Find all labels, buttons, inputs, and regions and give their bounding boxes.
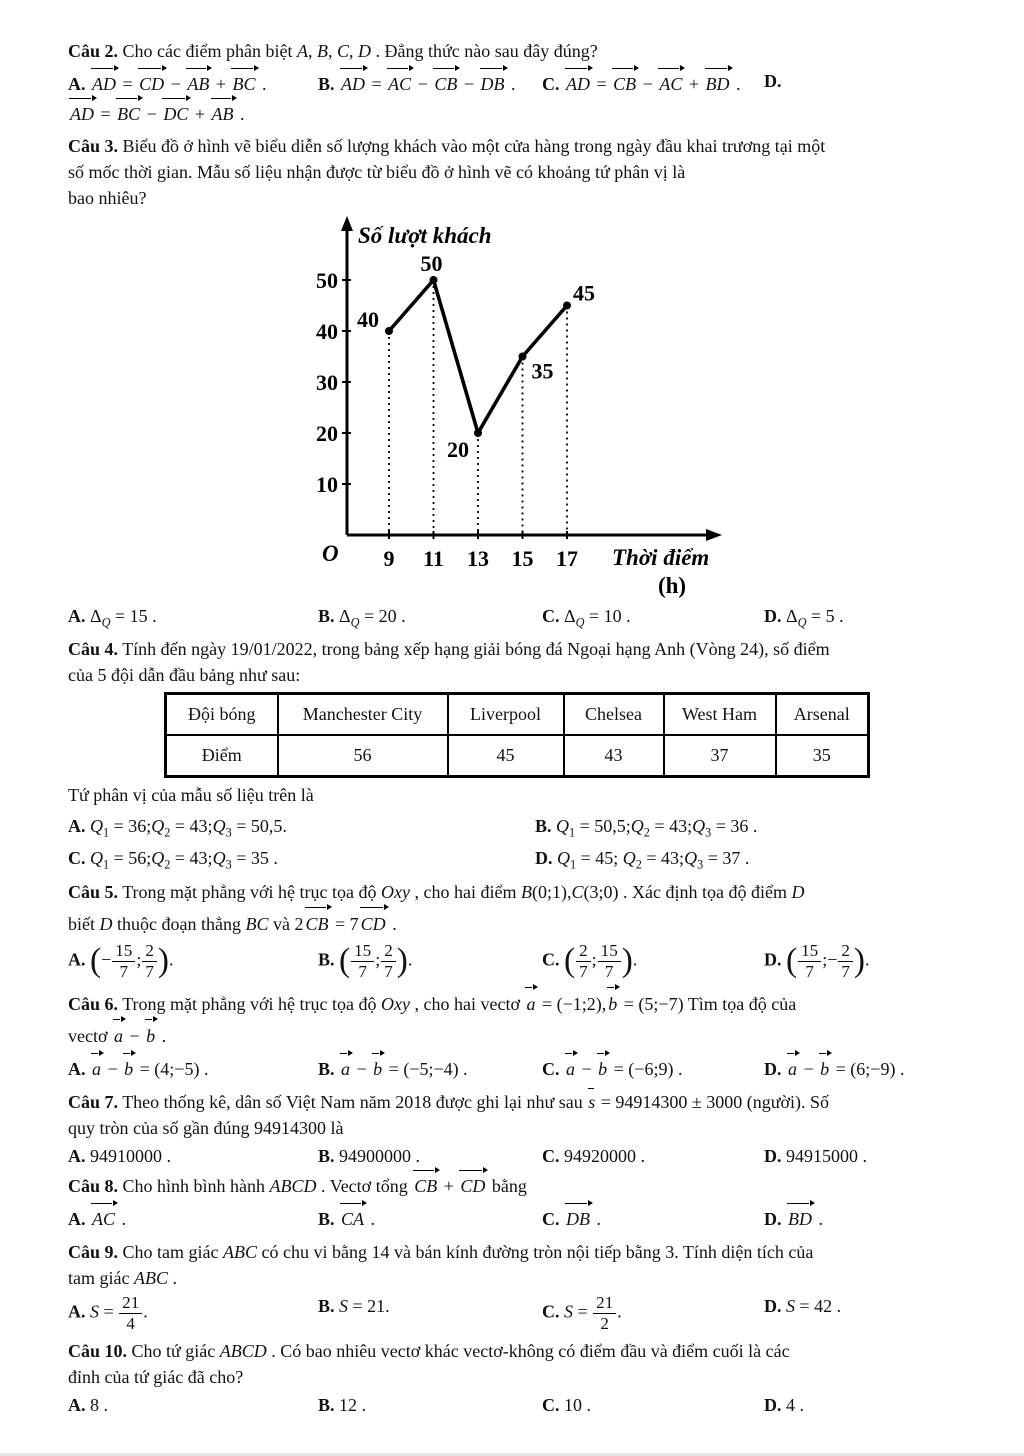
- svg-text:11: 11: [423, 546, 444, 571]
- q10-option-b: B. 12 .: [318, 1394, 367, 1415]
- q6-option-a: A. a − b = (4;−5) .: [68, 1053, 318, 1083]
- q3-stem-line-1: Câu 3. Biểu đồ ở hình vẽ biểu diễn số lượng khách vào một cửa hàng trong ngày đầu khai trương tại một: [68, 136, 826, 156]
- q4-options-row-2: [68, 844, 962, 872]
- standings-cell: 45: [448, 735, 564, 777]
- q10-stem: [68, 1338, 962, 1390]
- svg-text:Thời điểm: Thời điểm: [612, 545, 710, 570]
- q5-option-b: B. ( $\frac{15}{7}$ ; $\frac{2}{7}$ ).: [318, 941, 413, 981]
- standings-cell: Liverpool: [448, 694, 564, 736]
- svg-text:20: 20: [316, 421, 338, 446]
- q2-option-c: C. AD = CB − AC + BD .: [542, 68, 764, 98]
- q8-option-c: C. DB .: [542, 1203, 764, 1233]
- q3-option-a: A. $\Delta_Q = 15$ .: [68, 606, 157, 630]
- svg-text:10: 10: [316, 472, 338, 497]
- standings-header-row: [166, 694, 869, 736]
- standings-cell: 35: [776, 735, 869, 777]
- svg-text:40: 40: [316, 319, 338, 344]
- q10-stem-line-1: Câu 10. Cho tứ giác ABCD . Có bao nhiêu vectơ khác vectơ-không có điểm đầu và điểm cuối là các: [68, 1340, 790, 1361]
- svg-text:15: 15: [511, 546, 534, 571]
- q6-options: [68, 1053, 962, 1083]
- q9-stem: [68, 1239, 962, 1291]
- svg-text:13: 13: [467, 546, 489, 571]
- svg-text:50: 50: [420, 251, 443, 276]
- customer-line-chart: [302, 213, 734, 599]
- q3-option-c: C. $\Delta_Q = 10$ .: [542, 606, 631, 630]
- q10-option-d: D. 4 .: [764, 1394, 804, 1415]
- q5-stem: [68, 878, 962, 939]
- q10-option-a: A. 8 .: [68, 1394, 108, 1415]
- q4-stem-line-2: của 5 đội dẫn đầu bảng như sau:: [68, 665, 301, 685]
- q3-stem-line-3: bao nhiêu?: [68, 188, 147, 208]
- q2-stem: Câu 2. Cho các điểm phân biệt A, B, C, D . Đẳng thức nào sau đây đúng?: [68, 41, 598, 61]
- q4-after-table: Tứ phân vị của mẫu số liệu trên là: [68, 785, 314, 805]
- q4-option-d: D. $Q_1 = 45$; $Q_2$ = $43;Q_3 = 37$ .: [535, 848, 750, 872]
- q5-stem-line-2: biết D thuộc đoạn thẳng BC và 2 CB = 7 CD .: [68, 907, 962, 939]
- q4-options-row-1: [68, 812, 962, 840]
- q9-option-d: D. S = 42 .: [764, 1296, 842, 1317]
- q2-options: [68, 68, 962, 98]
- svg-text:O: O: [322, 541, 339, 566]
- q7-option-b: B. 94900000 .: [318, 1146, 421, 1167]
- svg-text:Số lượt khách: Số lượt khách: [358, 223, 492, 248]
- svg-text:(h): (h): [657, 573, 687, 598]
- q6-stem: [68, 987, 962, 1051]
- q4-stem-line-1: Câu 4. Tính đến ngày 19/01/2022, trong bảng xếp hạng giải bóng đá Ngoại hạng Anh (Vòng 24), số điểm: [68, 639, 830, 659]
- q2-option-a: A. AD = CD − AB + BC .: [68, 68, 318, 98]
- q9-stem-line-1: Câu 9. Cho tam giác ABC có chu vi bằng 14 và bán kính đường tròn nội tiếp bằng 3. Tính diện tích của: [68, 1242, 814, 1263]
- standings-cell: West Ham: [664, 694, 776, 736]
- svg-text:40: 40: [357, 307, 379, 332]
- q7-option-d: D. 94915000 .: [764, 1146, 867, 1167]
- standings-cell: 56: [278, 735, 448, 777]
- svg-text:9: 9: [383, 546, 395, 571]
- q3-option-d: D. $\Delta_Q = 5$ .: [764, 606, 844, 630]
- q2-option-d-label: D.: [764, 71, 782, 91]
- q5-option-d: D. ( $\frac{15}{7}$ ;− $\frac{2}{7}$ ).: [764, 941, 870, 981]
- q4-stem: [68, 636, 962, 688]
- svg-text:45: 45: [573, 280, 595, 306]
- standings-cell: Manchester City: [278, 694, 448, 736]
- q4-option-a: A. $Q_1$ = $36;Q_2$ = $43;Q_3 = 50,5$.: [68, 816, 287, 840]
- standings-cell: Điểm: [166, 735, 278, 777]
- q10-option-c: C. 10 .: [542, 1394, 591, 1415]
- standings-cell: Chelsea: [564, 694, 664, 736]
- svg-text:30: 30: [316, 370, 338, 395]
- q6-stem-line-2: vectơ a − b .: [68, 1019, 962, 1051]
- q7-options: [68, 1143, 962, 1170]
- q6-option-d: D. a − b = (6;−9) .: [764, 1053, 962, 1083]
- q8-option-d: D. BD .: [764, 1203, 962, 1233]
- q3-stem: [68, 133, 962, 211]
- q2-option-b: B. AD = AC − CB − DB .: [318, 68, 542, 98]
- q7-stem-line-2: quy tròn của số gần đúng 94914300 là: [68, 1118, 344, 1139]
- q8-options: [68, 1203, 962, 1233]
- q3-option-b: B. $\Delta_Q = 20$ .: [318, 606, 406, 630]
- q8-stem: Câu 8. Cho hình bình hành ABCD . Vectơ tổng CB + CD bằng: [68, 1170, 962, 1199]
- q6-option-b: B. a − b = (−5;−4) .: [318, 1053, 542, 1083]
- q10-options: [68, 1392, 962, 1419]
- q9-option-b: B. S = 21.: [318, 1296, 390, 1317]
- standings-table: [164, 692, 870, 778]
- q9-stem-line-2: tam giác ABC .: [68, 1268, 177, 1289]
- q9-options: [68, 1293, 962, 1333]
- svg-text:17: 17: [556, 546, 578, 571]
- q4-option-c: C. $Q_1$ = $56;Q_2$ = $43;Q_3 = 35$ .: [68, 848, 278, 872]
- q8-option-b: B. CA .: [318, 1203, 542, 1233]
- q5-option-a: A. (− $\frac{15}{7}$ ; $\frac{2}{7}$ ).: [68, 941, 174, 981]
- standings-cell: Đội bóng: [166, 694, 278, 736]
- q3-stem-line-2: số mốc thời gian. Mẫu số liệu nhận được từ biểu đồ ở hình vẽ có khoảng tứ phân vị là: [68, 162, 686, 182]
- q10-stem-line-2: đỉnh của tứ giác đã cho?: [68, 1366, 244, 1387]
- q7-stem: [68, 1089, 962, 1141]
- q5-option-c: C. ( $\frac{2}{7}$ ; $\frac{15}{7}$ ).: [542, 941, 638, 981]
- q3-options: [68, 603, 962, 630]
- svg-text:50: 50: [316, 268, 338, 293]
- q6-stem-line-1: Câu 6. Trong mặt phẳng với hệ trục tọa độ Oxy , cho hai vectơ a = (−1;2), b = (5;−7) Tìm tọa độ của: [68, 987, 962, 1019]
- standings-cell: 37: [664, 735, 776, 777]
- q5-options: [68, 941, 962, 981]
- q7-stem-line-1: Câu 7. Theo thống kê, dân số Việt Nam năm 2018 được ghi lại như sau s = 94914300 ± 3000 (người). Số: [68, 1089, 962, 1115]
- svg-text:35: 35: [531, 358, 554, 384]
- q7-option-a: A. 94910000 .: [68, 1146, 171, 1167]
- q4-option-b: B. $Q_1$ = $50,5;Q_2$ = $43;Q_3 = 36$ .: [535, 816, 758, 840]
- q2-option-d-continuation: AD = BC − DC + AB .: [68, 98, 962, 127]
- svg-text:20: 20: [447, 437, 469, 462]
- standings-cell: 43: [564, 735, 664, 777]
- q8-option-a: A. AC .: [68, 1203, 318, 1233]
- standings-cell: Arsenal: [776, 694, 869, 736]
- q7-option-c: C. 94920000 .: [542, 1146, 645, 1167]
- standings-points-row: [166, 735, 869, 777]
- q9-option-c: C. S = $\frac{21}{2}$ .: [542, 1293, 622, 1333]
- customer-line-chart-svg: [302, 213, 734, 599]
- q5-stem-line-1: Câu 5. Trong mặt phẳng với hệ trục tọa độ Oxy , cho hai điểm B(0;1),C(3;0) . Xác định tọa độ điểm D: [68, 882, 805, 902]
- q9-option-a: A. S = $\frac{21}{4}$ .: [68, 1293, 148, 1333]
- q6-option-c: C. a − b = (−6;9) .: [542, 1053, 764, 1083]
